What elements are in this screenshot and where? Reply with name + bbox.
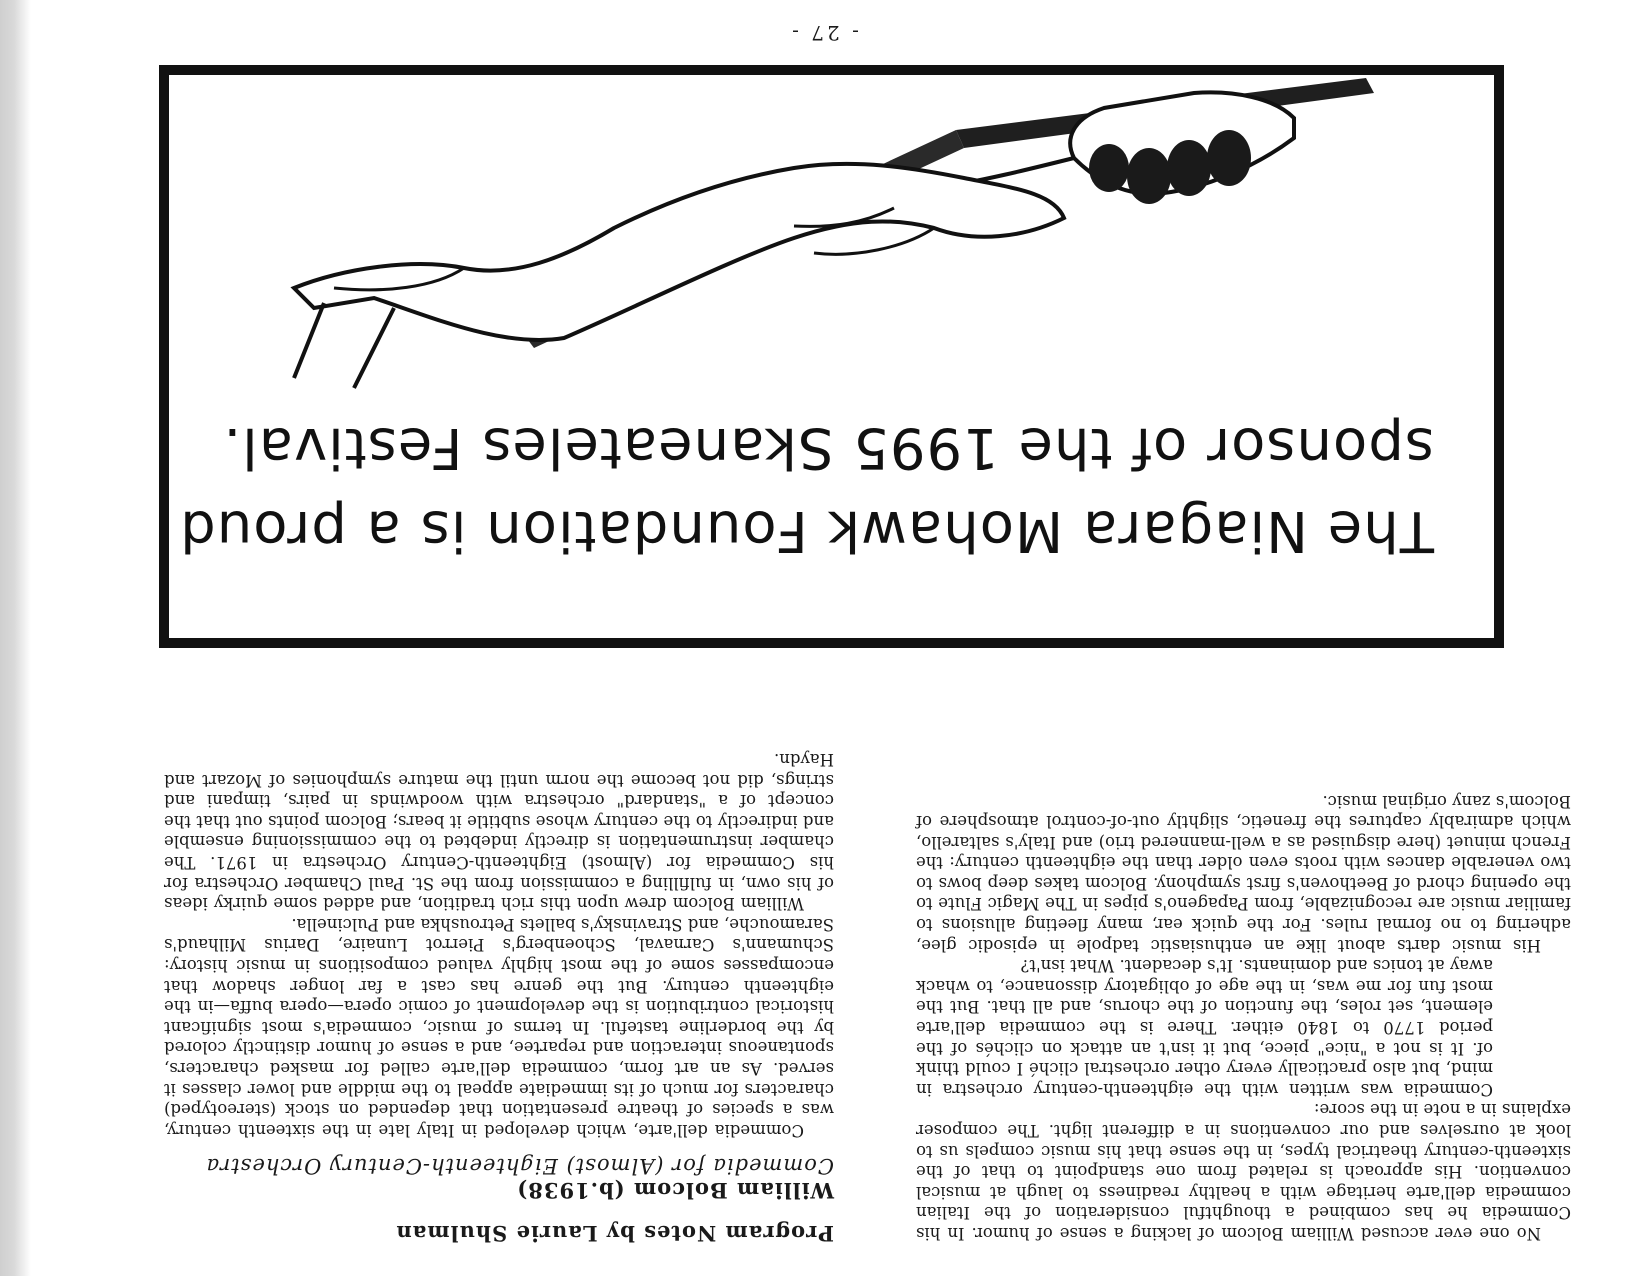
- composer-quote: Commedia was written with the eighteenth-century orchestra in mind, but also practically every other orchestral cliché I could think of. It is not a "nice" piece, but it isn't an attack on clichés of the period 1770 to 1840 either. There is the commedia dell'arte element, set roles, the function of the chorus, and all that. But the most fun for me was, in the age of obligatory dissonance, to whack away at tonics and dominants. It's decadent. What isn't?: [916, 956, 1493, 1099]
- notes-header: [164, 1153, 834, 1246]
- notes-column-right: [164, 749, 834, 1246]
- binding-shadow: [0, 0, 31, 1276]
- composer-heading: William Bolcom (b.1938): [516, 1178, 834, 1204]
- paragraph: William Bolcom drew upon this rich tradition, and added some quirky ideas of his own, in fulfilling a commission from the St. Paul Chamber Orchestra for his Commedia for (Almost) Eighteenth-Century Orchestra in 1971. The chamber instrumentation is directly indebted to the commissioning ensemble and indirectly to the century whose subtitle it bears; Bolcom points out that the concept of a "standard" orchestra with woodwinds in pairs, timpani and strings, did not become the norm until the mature symphonies of Mozart and Haydn.: [164, 750, 834, 914]
- ad-headline-line-1: The Niagara Mohawk Foundation is a proud: [179, 498, 1434, 563]
- ad-headline-line-2: sponsor of the 1995 Skaneateles Festival.: [222, 415, 1434, 480]
- paragraph: No one ever accused William Bolcom of lacking a sense of humor. In his Commedia he has combined a thoughtful consideration of the Italian commedia dell'arte heritage with a healthy readiness to laugh at musical convention. His approach is related from one standpoint to that of the sixteenth-century theatrical types, in the sense that his music compels us to look at ourselves and our conventions in a different light. The composer explains in a note in the score:: [916, 1100, 1571, 1243]
- notes-column-left: [916, 790, 1571, 1243]
- paragraph: Commedia dell'arte, which developed in Italy late in the sixteenth century, was a species of theatre presentation that depended on stock (stereotyped) characters for much of its immediate appeal to the middle and lower classes it served. As an art form, commedia dell'arte called for masked characters, spontaneous interaction and repartee, and a sense of humor distinctly colored by the borderline tasteful. In terms of music, commedia's most significant historical contribution is the development of comic opera—opera buffa—in the eighteenth century. But the genre has cast a far longer shadow that encompasses some of the most highly valued compositions in music history: Schumann's Carnaval, Schoenberg's Pierrot Lunaire, Darius Milhaud's Saramouche, and Stravinsky's ballets Petroushka and Pulcinella.: [164, 914, 834, 1140]
- notes-byline: Program Notes by Laurie Shulman: [395, 1221, 834, 1246]
- page-number: - 27 -: [789, 21, 859, 45]
- work-title: Commedia for (Almost) Eighteenth-Century Orchestra: [205, 1153, 834, 1178]
- sponsor-advertisement: [159, 65, 1504, 648]
- paragraph: His music darts about like an enthusiastic tadpole in episodic glee, adhering to no formal rules. For the quick ear, many fleeting allusions to familiar music are recognizable, from Papageno's pipes in The Magic Flute to the opening chord of Beethoven's first symphony. Bolcom takes deep bows to two venerable dances with roots even older than the eighteenth century: the French minuet (here disguised as a well-mannered trio) and Italy's saltarello, which admirably captures the frenetic, slightly out-of-control atmosphere of Bolcom's zany original music.: [916, 791, 1571, 955]
